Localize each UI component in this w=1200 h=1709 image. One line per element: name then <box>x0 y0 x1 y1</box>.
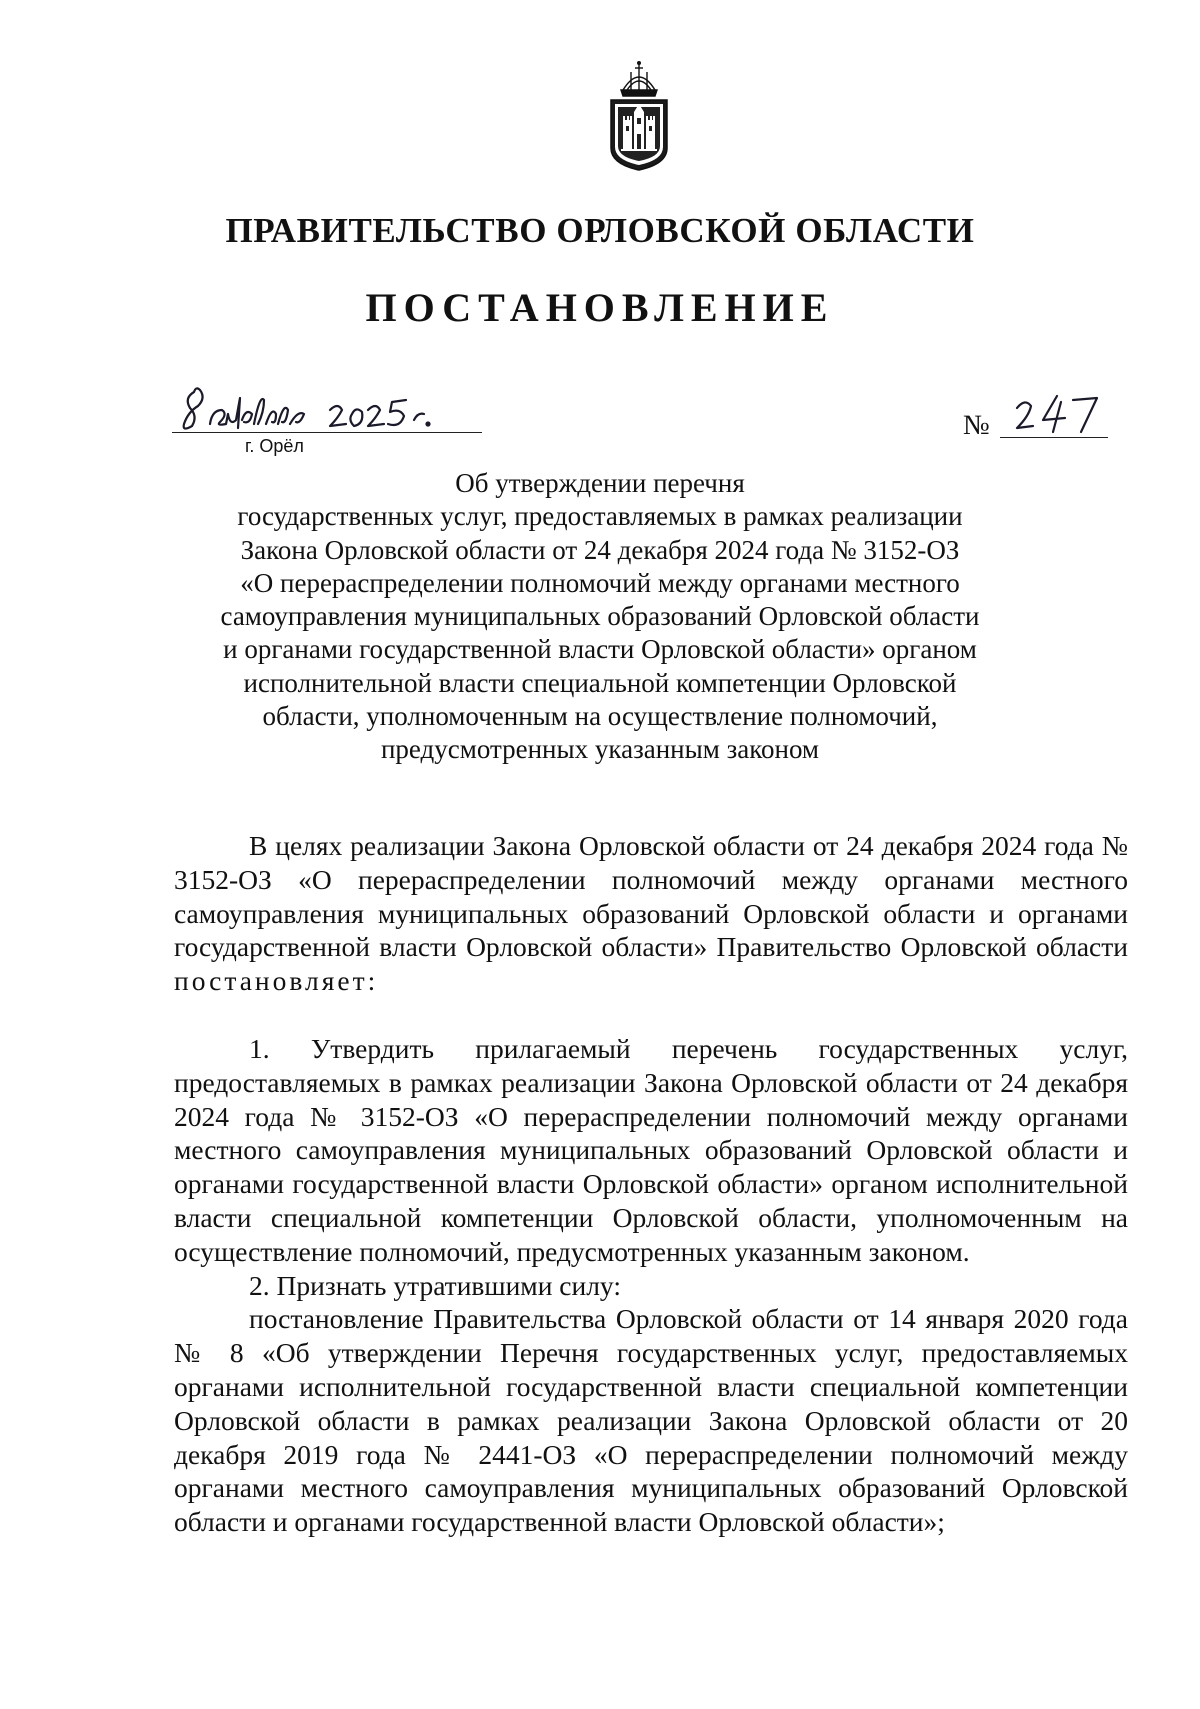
preamble-paragraph <box>174 829 1128 998</box>
preamble-text: В целях реализации Закона Орловской области от 24 декабря 2024 года № 3152-ОЗ «О перераспределении полномочий между органами местного самоуправления муниципальных образований Орловской области и органами государственной власти Орловской области» Правительство Орловской области <box>174 830 1128 963</box>
preamble-verb: постановляет: <box>174 965 379 997</box>
document-body <box>174 829 1128 1539</box>
document-subject <box>150 467 1050 767</box>
city-label: г. Орёл <box>245 436 304 456</box>
date-underline <box>172 432 482 433</box>
subject-line: государственных услуг, предоставляемых в рамках реализации <box>237 501 963 532</box>
number-underline <box>1000 437 1108 438</box>
subject-line: Закона Орловской области от 24 декабря 2024 года № 3152-ОЗ <box>240 534 960 565</box>
handwritten-number <box>1003 386 1103 436</box>
subject-line: области, уполномоченным на осуществление полномочий, <box>262 701 938 732</box>
subject-line: и органами государственной власти Орловской области» органом <box>223 634 977 665</box>
orel-region-coat-of-arms-icon <box>601 60 677 174</box>
government-title: ПРАВИТЕЛЬСТВО ОРЛОВСКОЙ ОБЛАСТИ <box>225 211 975 250</box>
handwritten-date <box>180 380 510 440</box>
subject-line: Об утверждении перечня <box>455 468 745 498</box>
item-2-subitem-paragraph: постановление Правительства Орловской области от 14 января 2020 года № 8 «Об утверждении Перечня государственных услуг, предоставляемых органами исполнительной государственной власти специальной компетенции Орловской области в рамках реализации Закона Орловской области от 20 декабря 2019 года № 2441-ОЗ «О перераспределении полномочий между органами местного самоуправления муниципальных образований Орловской области и органами государственной власти Орловской области»; <box>174 1303 1128 1538</box>
subject-line: самоуправления муниципальных образований Орловской области <box>220 601 980 632</box>
number-label: № <box>963 410 990 441</box>
subject-line: «О перераспределении полномочий между органами местного <box>240 567 960 598</box>
subject-line: исполнительной власти специальной компетенции Орловской <box>243 667 957 698</box>
item-1-paragraph: 1. Утвердить прилагаемый перечень государственных услуг, предоставляемых в рамках реализации Закона Орловской области от 24 декабря 2024 года № 3152-ОЗ «О перераспределении полномочий между органами местного самоуправления муниципальных образований Орловской области и органами государственной власти Орловской области» органом исполнительной власти специальной компетенции Орловской области, уполномоченным на осуществление полномочий, предусмотренных указанным законом. <box>174 1032 1128 1267</box>
item-2-paragraph: 2. Признать утратившими силу: <box>249 1269 621 1301</box>
document-type-title: ПОСТАНОВЛЕНИЕ <box>365 285 835 330</box>
subject-line: предусмотренных указанным законом <box>380 734 820 765</box>
